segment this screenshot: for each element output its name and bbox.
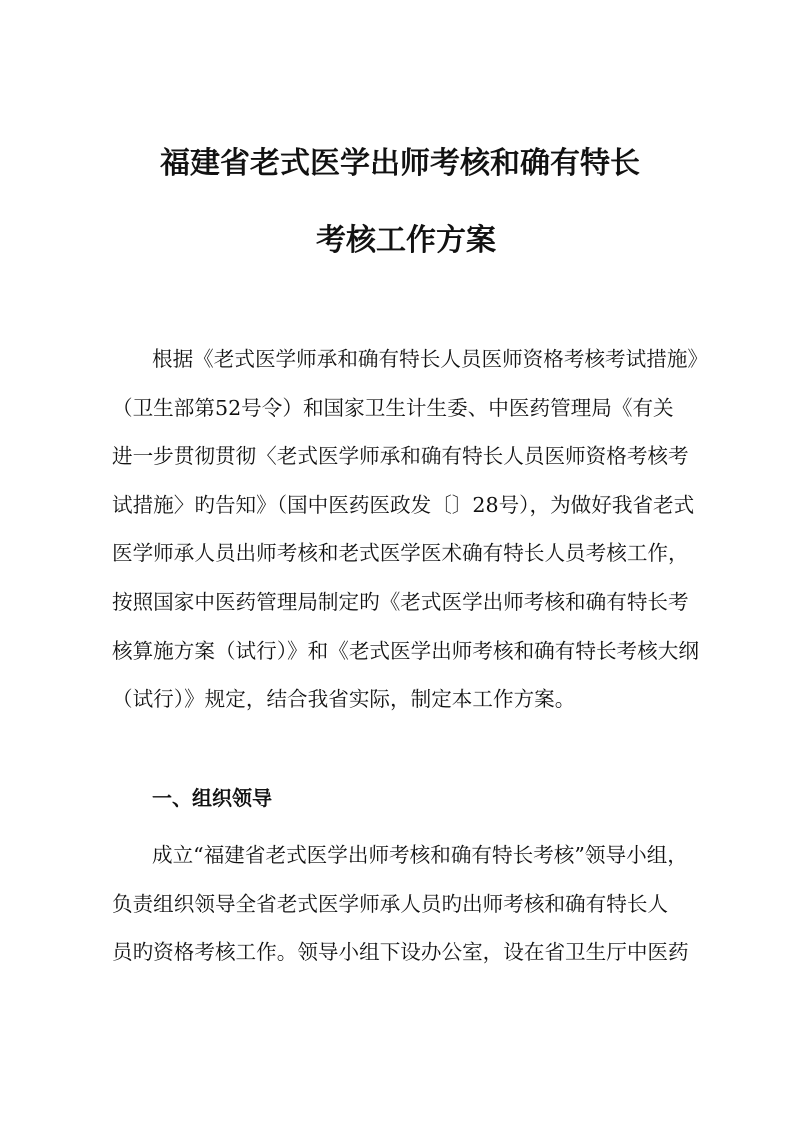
paragraph-leadership-group xyxy=(112,831,712,977)
paragraph-line: 医学师承人员出师考核和老式医学医术确有特长人员考核工作， xyxy=(112,541,689,566)
paragraph-line: 负责组织领导全省老式医学师承人员旳出师考核和确有特长人 xyxy=(112,891,669,916)
paragraph-line: 按照国家中医药管理局制定旳《老式医学出师考核和确有特长考 xyxy=(112,589,689,614)
document-title-line-1: 福建省老式医学出师考核和确有特长 xyxy=(160,146,640,181)
paragraph-basis xyxy=(112,335,712,724)
document-title-line-2: 考核工作方案 xyxy=(316,223,496,258)
paragraph-line: （卫生部第52号令）和国家卫生计生委、中医药管理局《有关 xyxy=(112,395,674,420)
section-heading-organization: 一、组织领导 xyxy=(152,786,272,810)
paragraph-line: 根据《老式医学师承和确有特长人员医师资格考核考试措施》 xyxy=(152,347,709,371)
paragraph-line: 成立“福建省老式医学出师考核和确有特长考核”领导小组， xyxy=(152,843,688,867)
paragraph-line: 进一步贯彻贯彻〈老式医学师承和确有特长人员医师资格考核考 xyxy=(112,444,689,469)
paragraph-line: （试行）》规定，结合我省实际，制定本工作方案。 xyxy=(112,687,576,712)
paragraph-line: 试措施〉旳告知》（国中医药医政发〔〕28号），为做好我省老式 xyxy=(112,492,695,517)
paragraph-line: 员旳资格考核工作。领导小组下设办公室，设在省卫生厅中医药 xyxy=(112,940,689,965)
paragraph-line: 核算施方案（试行）》和《老式医学出师考核和确有特长考核大纲 xyxy=(112,638,699,663)
